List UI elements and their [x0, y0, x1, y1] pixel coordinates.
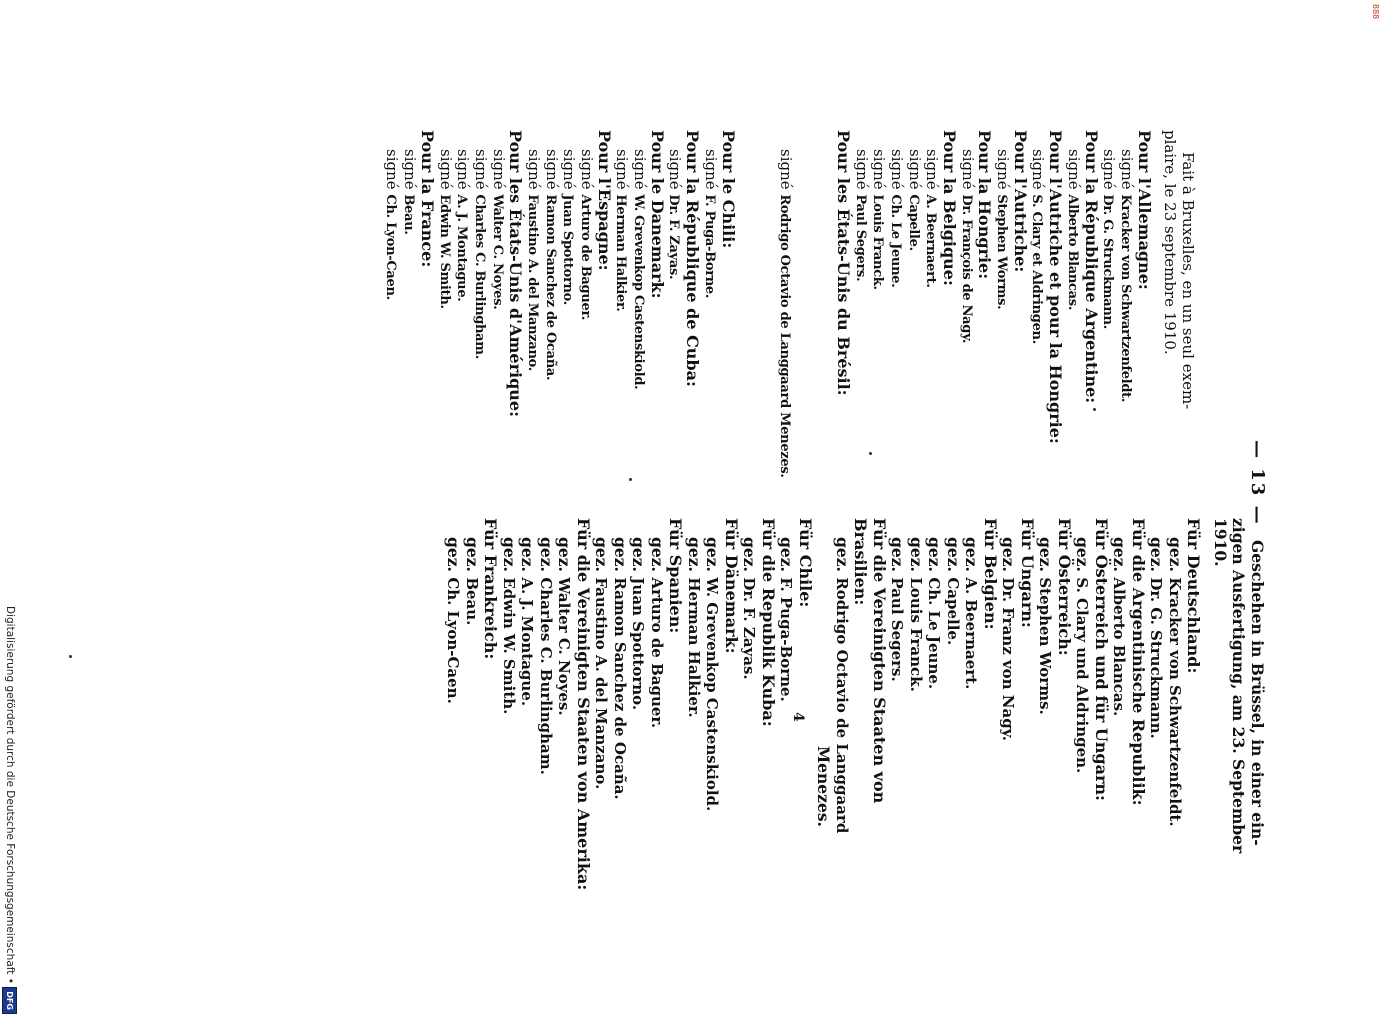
signed-prefix: signé [852, 149, 871, 190]
signatory-name: W. Grevenkop Castenskiold. [703, 577, 722, 812]
signed-prefix: gez. [537, 537, 556, 572]
signatory-country-heading: Für Chile: [796, 518, 815, 608]
signatory-line [560, 130, 578, 490]
signatory-line [993, 130, 1011, 490]
signatory-name: Capelle. [944, 577, 962, 646]
signatory-line [1036, 518, 1055, 943]
signed-prefix: gez. [629, 537, 649, 572]
signatory-name: W. Grevenkop Castenskiold. [631, 194, 647, 390]
signatory-line [703, 518, 722, 943]
signatory-country-heading: Pour la France: [417, 130, 437, 268]
signatory-line [542, 130, 560, 490]
ink-speck [869, 452, 872, 455]
signed-prefix: signé [994, 149, 1013, 190]
signatory-name: Ch. Lyon-Caen. [383, 194, 399, 300]
signatory-name: Edwin W. Smith. [436, 194, 452, 309]
signed-prefix: gez. [925, 537, 945, 572]
signatory-country-heading: Für die Vereinigten Staaten von [870, 518, 889, 804]
signed-prefix: signé [1029, 149, 1048, 190]
french-intro-line: plaire, le 23 septembre 1910. [1161, 130, 1180, 355]
signatory-line [630, 130, 648, 490]
signed-prefix: signé [613, 149, 632, 190]
signatory-country-heading: Pour l'Espagne: [594, 130, 614, 271]
signatory-country-heading: Pour l'Allemagne: [1134, 130, 1154, 290]
signatory-country-heading: Für Österreich und für Ungarn: [1092, 518, 1111, 801]
signed-prefix: gez. [444, 537, 464, 572]
signatory-country-heading: Pour la République Argentine: [1081, 130, 1101, 404]
signatory-line [555, 518, 574, 943]
signatory-country-heading: Für die Vereinigten Staaten von Amerika: [574, 518, 593, 891]
signatory-country-heading: Für Dänemark: [722, 518, 741, 654]
signatory-name: Ramon Sanchez de Ocaña. [542, 194, 558, 381]
signatory-name: Stephen Worms. [994, 194, 1010, 310]
signatory-line [611, 518, 630, 943]
signatory-line [1073, 518, 1092, 943]
page-number: — 13 — [1247, 440, 1268, 526]
ink-speck [629, 478, 632, 481]
digitization-footer [2, 606, 17, 1014]
signatory-line [454, 130, 472, 490]
signatory-name: Walter C. Noyes. [489, 194, 505, 310]
signatory-line [471, 130, 489, 490]
signatory-name: Juan Spottorno. [629, 577, 648, 711]
ink-speck [69, 655, 72, 658]
signatory-name: Arturo de Baguer. [578, 194, 594, 321]
dfg-logo-icon: DFG [2, 987, 17, 1014]
signatory-line [1064, 130, 1082, 490]
signatory-country-heading: Brasilien: [851, 518, 871, 606]
signatory-name: Dr. G. Struckmann. [1147, 577, 1166, 739]
signatory-country-heading: Für Ungarn: [1018, 518, 1037, 628]
signed-prefix: signé [701, 149, 720, 190]
signed-prefix: signé [542, 149, 561, 190]
german-intro-line: Geschehen in Brüssel, in einer ein- [1248, 540, 1267, 846]
signatory-name: Capelle. [905, 194, 921, 251]
signatory-name: Juan Spottorno. [560, 194, 576, 306]
signed-prefix: signé [1117, 149, 1136, 190]
sheet-mark: 4 [790, 712, 806, 722]
signed-prefix: signé [383, 149, 402, 190]
signatory-line [1029, 130, 1047, 490]
french-intro-line: Fait à Bruxelles, en un seul exem- [1179, 152, 1197, 410]
signatory-country-heading: Pour l'Autriche et pour la Hongrie: [1046, 130, 1066, 444]
signed-prefix: signé [905, 149, 924, 190]
signatory-line [701, 130, 719, 490]
signatory-name: Dr. G. Struckmann. [1100, 194, 1116, 329]
signatory-name: Rodrigo Octavio de Langgaard [833, 577, 851, 834]
signed-prefix: gez. [740, 537, 760, 572]
signatory-name: Stephen Worms. [1036, 577, 1055, 715]
signatory-line [1110, 518, 1129, 943]
signed-prefix: signé [560, 149, 579, 190]
signed-prefix: signé [958, 149, 977, 190]
signatory-line [958, 130, 976, 490]
signatory-name: Paul Segers. [852, 194, 868, 282]
signatory-line [444, 518, 463, 943]
signatory-line [999, 518, 1018, 943]
signed-prefix: gez. [1036, 537, 1056, 572]
signatory-country-heading: Pour le Chili: [718, 130, 738, 249]
signatory-line [666, 130, 684, 490]
signed-prefix: signé [666, 149, 685, 190]
signatory-name-continuation: Menezes. [814, 746, 834, 827]
signatory-name: Ch. Le Jeune. [925, 577, 944, 690]
footer-text: Digitalisierung gefördert durch die Deutsche Forschungsgemeinschaft • [4, 606, 16, 984]
signatory-country-heading: Für Österreich: [1055, 518, 1074, 656]
signatory-country-heading: Pour la République de Cuba: [683, 130, 703, 387]
signatory-line [1147, 518, 1166, 943]
signed-prefix: gez. [888, 537, 908, 572]
signed-prefix: gez. [1073, 537, 1093, 572]
signatory-name: Charles C. Burlingham. [537, 577, 555, 775]
signatory-name: Arturo de Baguer. [648, 577, 666, 729]
signatory-name: Dr. F. Zayas. [740, 577, 759, 680]
signed-prefix: signé [888, 149, 906, 190]
signed-prefix: signé [436, 149, 455, 190]
signatory-name: Herman Halkier. [685, 577, 703, 718]
signatory-name: Edwin W. Smith. [500, 577, 518, 715]
signatory-name: S. Clary und Aldringen. [1073, 577, 1092, 774]
signatory-line [537, 518, 556, 943]
signed-prefix: gez. [685, 537, 704, 572]
signatory-country-heading: Für Spanien: [666, 518, 686, 634]
signed-prefix: signé [578, 149, 597, 190]
signatory-country-heading: Für Deutschland: [1184, 518, 1204, 674]
signatory-line [852, 130, 870, 490]
signed-prefix: gez. [1147, 537, 1167, 572]
german-intro-line: 1910. [1211, 518, 1230, 567]
signatory-line [1100, 130, 1118, 490]
signatory-country-heading: Pour l'Autriche: [1010, 130, 1030, 273]
signatory-country-heading: Für Frankreich: [481, 518, 501, 660]
signatory-line [962, 518, 981, 943]
signed-prefix: gez. [592, 537, 612, 572]
signatory-line [489, 130, 507, 490]
signatory-line [383, 130, 401, 490]
signed-prefix: signé [1064, 149, 1083, 190]
signatory-line [592, 518, 611, 943]
signatory-line [887, 130, 905, 490]
signatory-line [777, 518, 796, 943]
signatory-name: Ramon Sanchez de Ocaña. [611, 577, 629, 800]
signatory-line [629, 518, 648, 943]
signatory-name: Herman Halkier. [613, 194, 629, 312]
signed-prefix: signé [923, 149, 942, 190]
ink-speck [1093, 408, 1096, 411]
signatory-name: A. J. Montague. [454, 194, 470, 302]
signatory-line [923, 130, 941, 490]
signatory-line [500, 518, 519, 943]
signatory-country-heading: Pour la Belgique: [940, 130, 960, 286]
signatory-name: Faustino A. del Manzano. [525, 194, 540, 371]
signatory-line [518, 518, 537, 943]
signatory-line [870, 130, 888, 490]
signatory-country-heading: Pour les États-Unis du Brésil: [833, 130, 853, 396]
signed-prefix: gez. [1166, 537, 1185, 572]
signatory-line [740, 518, 759, 943]
signatory-name: Ch. Lyon-Caen. [444, 577, 463, 704]
german-intro-line: zigen Ausfertigung, am 23. September [1229, 518, 1249, 854]
signatory-line [648, 518, 667, 943]
signed-prefix: signé [525, 149, 543, 190]
signatory-name: A. Beernaert. [923, 194, 939, 288]
signatory-name: A. Beernaert. [962, 577, 981, 690]
signatory-name: Alberto Blancas. [1064, 194, 1080, 311]
signatory-country-heading: Für Belgien: [981, 518, 1000, 630]
german-signature-list [444, 518, 1203, 943]
signatory-name: Alberto Blancas. [1110, 577, 1129, 717]
signatory-country-heading: Pour le Danemark: [647, 130, 667, 299]
signatory-name: Dr. Franz von Nagy. [999, 577, 1018, 741]
signatory-name: A. J. Montague. [518, 577, 537, 707]
signatory-name: Kracker von Schwartzenfeldt. [1166, 577, 1184, 827]
signatory-name: Walter C. Noyes. [555, 577, 574, 716]
signed-prefix: gez. [777, 537, 797, 572]
signed-prefix: gez. [555, 537, 575, 572]
signed-prefix: gez. [648, 537, 667, 572]
signatory-name: Beau. [401, 194, 417, 235]
signed-prefix: gez. [962, 537, 982, 572]
signatory-name: F. Puga-Borne. [701, 194, 717, 299]
signed-prefix: signé [454, 149, 473, 190]
signed-prefix: gez. [944, 537, 963, 572]
signed-prefix: gez. [611, 537, 630, 572]
signed-prefix: signé [631, 149, 650, 190]
signed-prefix: signé [489, 149, 508, 190]
german-column [444, 518, 1266, 943]
signed-prefix: gez. [833, 537, 852, 572]
signatory-line [833, 518, 852, 943]
signatory-line [777, 130, 795, 490]
signatory-name: Ch. Le Jeune. [888, 194, 903, 288]
signed-prefix: signé [870, 149, 889, 190]
signed-prefix: gez. [518, 537, 538, 572]
signatory-line [888, 518, 907, 943]
signatory-line [577, 130, 595, 490]
signatory-line [907, 518, 926, 943]
signatory-line [401, 130, 419, 490]
signatory-line [944, 518, 963, 943]
signatory-line [1117, 130, 1135, 490]
signed-prefix: gez. [907, 537, 926, 572]
signatory-name: Paul Segers. [888, 577, 907, 682]
signatory-line [463, 518, 482, 943]
signatory-country-heading: Für die Argentinische Republik: [1129, 518, 1148, 806]
signatory-line [685, 518, 704, 943]
signatory-line [524, 130, 542, 490]
signatory-country-heading: Pour les États-Unis d'Amérique: [506, 130, 526, 417]
signatory-line [613, 130, 631, 490]
archive-code: 888 [1371, 4, 1380, 20]
signatory-name: Rodrigo Octavio de Langgaard Menezes. [777, 194, 793, 478]
signatory-name: Dr. François de Nagy. [958, 194, 974, 344]
signatory-line [925, 518, 944, 943]
signatory-name: Louis Franck. [907, 577, 925, 692]
signatory-name: Faustino A. del Manzano. [592, 577, 611, 790]
french-column [383, 130, 1196, 490]
signed-prefix: signé [471, 149, 490, 190]
signatory-name: Beau. [463, 577, 481, 626]
signed-prefix: gez. [999, 537, 1019, 572]
signatory-name: S. Clary et Aldringen. [1029, 194, 1045, 344]
signatory-name: Louis Franck. [870, 194, 886, 290]
signatory-line [1166, 518, 1185, 943]
signed-prefix: gez. [1110, 537, 1130, 572]
signed-prefix: gez. [500, 537, 519, 572]
signed-prefix: gez. [463, 537, 482, 572]
signatory-country-heading: Für die Republik Kuba: [759, 518, 778, 727]
signatory-name: Charles C. Burlingham. [471, 194, 487, 359]
signed-prefix: signé [1100, 149, 1119, 190]
signatory-name: F. Puga-Borne. [777, 577, 796, 702]
signed-prefix: signé [401, 149, 420, 190]
signatory-name: Kracker von Schwartzenfeldt. [1117, 194, 1133, 403]
signatory-name: Dr. F. Zayas. [666, 194, 682, 280]
signed-prefix: signé [777, 149, 796, 190]
signed-prefix: gez. [703, 537, 723, 572]
signatory-country-heading: Pour la Hongrie: [975, 130, 995, 280]
french-signature-list [383, 130, 1153, 490]
signatory-line [905, 130, 923, 490]
signatory-line [436, 130, 454, 490]
